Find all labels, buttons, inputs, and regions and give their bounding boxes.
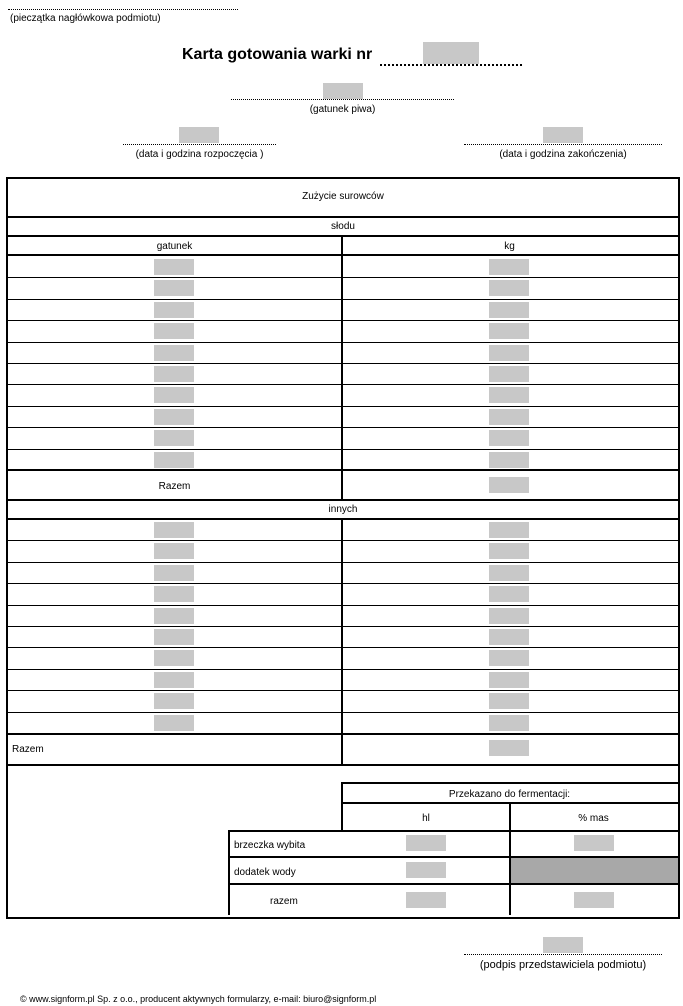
start-datetime-line [123, 144, 276, 145]
other-row-kg-field[interactable] [489, 586, 529, 602]
other-row-kg-field[interactable] [489, 650, 529, 666]
divider [8, 518, 678, 520]
section-title: Zużycie surowców [302, 191, 384, 202]
divider [8, 254, 678, 256]
row-divider [8, 449, 678, 450]
malt-row-kg-field[interactable] [489, 280, 529, 296]
row-divider [8, 540, 678, 541]
stamp-line [8, 9, 238, 10]
other-row-type-field[interactable] [154, 608, 194, 624]
row-divider [8, 320, 678, 321]
divider [8, 764, 678, 766]
start-datetime-label: (data i godzina rozpoczęcia ) [135, 149, 264, 160]
other-row-kg-field[interactable] [489, 693, 529, 709]
wort-mass-field[interactable] [574, 835, 614, 851]
fermentation-title: Przekazano do fermentacji: [448, 789, 571, 800]
beer-type-label: (gatunek piwa) [309, 104, 376, 115]
malt-row-type-field[interactable] [154, 345, 194, 361]
signature-field[interactable] [543, 937, 583, 953]
divider [8, 469, 678, 471]
other-row-kg-field[interactable] [489, 608, 529, 624]
other-total-label: Razem [12, 744, 44, 755]
malt-row-type-field[interactable] [154, 259, 194, 275]
malt-total-label: Razem [158, 481, 191, 492]
other-row-kg-field[interactable] [489, 522, 529, 538]
other-row-type-field[interactable] [154, 522, 194, 538]
other-row-kg-field[interactable] [489, 715, 529, 731]
col-header-mass: % mas [578, 813, 609, 824]
row-wort-label: brzeczka wybita [234, 840, 306, 851]
total-mass-field[interactable] [574, 892, 614, 908]
col-header-type: gatunek [156, 241, 193, 252]
other-section-label: innych [328, 504, 358, 515]
other-row-type-field[interactable] [154, 565, 194, 581]
wort-hl-field[interactable] [406, 835, 446, 851]
batch-number-field[interactable] [423, 42, 479, 64]
other-row-kg-field[interactable] [489, 672, 529, 688]
malt-row-kg-field[interactable] [489, 259, 529, 275]
other-row-type-field[interactable] [154, 543, 194, 559]
row-divider [8, 406, 678, 407]
other-row-type-field[interactable] [154, 586, 194, 602]
malt-row-type-field[interactable] [154, 409, 194, 425]
malt-row-kg-field[interactable] [489, 345, 529, 361]
malt-row-type-field[interactable] [154, 430, 194, 446]
water-hl-field[interactable] [406, 862, 446, 878]
other-row-kg-field[interactable] [489, 543, 529, 559]
row-divider [8, 712, 678, 713]
malt-section-label: słodu [331, 221, 355, 232]
row-divider [8, 562, 678, 563]
row-divider [8, 647, 678, 648]
beer-type-field[interactable] [323, 83, 363, 99]
other-row-type-field[interactable] [154, 629, 194, 645]
row-divider [8, 363, 678, 364]
total-hl-field[interactable] [406, 892, 446, 908]
malt-total-kg-field[interactable] [489, 477, 529, 493]
divider [341, 518, 343, 764]
raw-materials-table [6, 177, 680, 919]
other-row-kg-field[interactable] [489, 629, 529, 645]
row-divider [8, 299, 678, 300]
end-datetime-label: (data i godzina zakończenia) [499, 149, 627, 160]
other-total-kg-field[interactable] [489, 740, 529, 756]
row-divider [8, 277, 678, 278]
malt-row-kg-field[interactable] [489, 452, 529, 468]
batch-number-line [380, 64, 522, 66]
row-divider [8, 605, 678, 606]
other-row-type-field[interactable] [154, 672, 194, 688]
row-total-label: razem [270, 896, 298, 907]
malt-row-type-field[interactable] [154, 366, 194, 382]
divider [228, 883, 678, 885]
col-header-hl: hl [422, 813, 430, 824]
stamp-label: (pieczątka nagłówkowa podmiotu) [10, 13, 161, 24]
malt-row-kg-field[interactable] [489, 409, 529, 425]
divider [341, 782, 678, 784]
other-row-type-field[interactable] [154, 650, 194, 666]
row-divider [8, 669, 678, 670]
divider [228, 830, 230, 915]
malt-row-type-field[interactable] [154, 452, 194, 468]
divider [8, 499, 678, 501]
malt-row-kg-field[interactable] [489, 366, 529, 382]
row-divider [8, 690, 678, 691]
signature-line [464, 954, 662, 955]
col-header-kg: kg [504, 241, 515, 252]
row-divider [8, 583, 678, 584]
row-divider [8, 427, 678, 428]
end-datetime-line [464, 144, 662, 145]
divider [8, 216, 678, 218]
malt-row-kg-field[interactable] [489, 323, 529, 339]
water-mass-disabled-cell [511, 858, 678, 883]
malt-row-kg-field[interactable] [489, 430, 529, 446]
malt-row-kg-field[interactable] [489, 302, 529, 318]
end-datetime-field[interactable] [543, 127, 583, 143]
malt-row-type-field[interactable] [154, 302, 194, 318]
row-divider [8, 626, 678, 627]
divider [228, 830, 678, 832]
malt-row-type-field[interactable] [154, 323, 194, 339]
beer-type-line [231, 99, 454, 100]
signature-label: (podpis przedstawiciela podmiotu) [479, 959, 647, 971]
copyright-footer: © www.signform.pl Sp. z o.o., producent aktywnych formularzy, e-mail: biuro@signform.pl [20, 994, 377, 1004]
divider [8, 733, 678, 735]
start-datetime-field[interactable] [179, 127, 219, 143]
divider [8, 235, 678, 237]
other-row-type-field[interactable] [154, 693, 194, 709]
other-row-kg-field[interactable] [489, 565, 529, 581]
row-divider [8, 384, 678, 385]
divider [341, 235, 343, 499]
malt-row-type-field[interactable] [154, 280, 194, 296]
page-title: Karta gotowania warki nr [182, 46, 373, 63]
row-water-label: dodatek wody [234, 867, 296, 878]
other-row-type-field[interactable] [154, 715, 194, 731]
malt-row-kg-field[interactable] [489, 387, 529, 403]
row-divider [8, 342, 678, 343]
malt-row-type-field[interactable] [154, 387, 194, 403]
